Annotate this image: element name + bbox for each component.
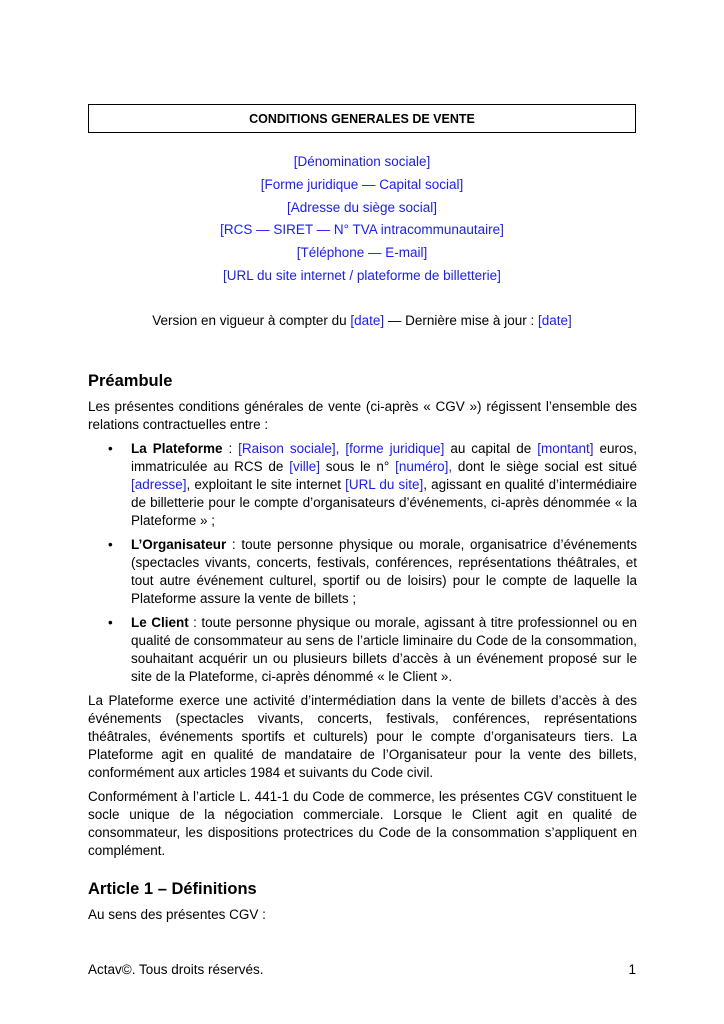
company-info-block [88, 151, 636, 288]
parties-list [88, 440, 637, 686]
text-segment: sous le n° [320, 459, 396, 474]
article-1-intro: Au sens des présentes CGV : [88, 907, 266, 922]
article-1-heading: Article 1 – Définitions [88, 880, 257, 898]
company-placeholder: [Raison sociale], [forme juridique] [238, 441, 445, 456]
term-client: Le Client [131, 615, 189, 630]
text-segment: : toute personne physique ou morale, organisatrice d’événements (spectacles vivants, concerts, festivals, conférences, représentations théâtrales, et tout autre événement culturel, sportif ou de loisirs) pour le compte de laquelle la Plateforme assure la vente de billets ; [131, 537, 637, 606]
amount-placeholder: [montant] [537, 441, 594, 456]
preamble-intro: Les présentes conditions générales de vente (ci-après « CGV ») régissent l’ensemble des relations contractuelles entre : [88, 399, 637, 432]
footer-copyright: Actav©. Tous droits réservés. [88, 962, 264, 977]
address-inline-placeholder: [adresse] [131, 477, 187, 492]
text-segment: euros, immatriculée au RCS de [131, 441, 637, 474]
site-url-placeholder: [URL du site] [345, 477, 424, 492]
number-placeholder: [numéro], [395, 459, 453, 474]
text-segment: : [222, 441, 239, 456]
term-plateforme: La Plateforme [131, 441, 223, 456]
list-item-organisateur [108, 536, 637, 608]
text-segment: dont le siège social est situé [452, 459, 637, 474]
list-item-plateforme [108, 440, 638, 530]
preamble-paragraph-1: La Plateforme exerce une activité d’intermédiation dans la vente de billets d’accès à des événements (spectacles vivants, concerts, festivals, conférences, représentations théâtrales, événements sportifs et culturels) pour le compte d’organisateurs tiers. La Plateforme agit en qualité de mandataire de l’Organisateur pour la vente des billets, conformément aux articles 1984 et suivants du Code civil. [88, 693, 637, 780]
text-segment: : toute personne physique ou morale, agissant à titre professionnel ou en qualité de consommateur au sens de l’article liminaire du Code de la consommation, souhaitant acquérir un ou plusieurs billets d’accès à un événement proposé sur le site de la Plateforme, ci-après dénommé « le Client ». [131, 615, 637, 684]
preamble-heading: Préambule [88, 372, 173, 390]
url-placeholder: [URL du site internet / plateforme de billetterie] [223, 267, 501, 283]
version-prefix: Version en vigueur à compter du [152, 313, 351, 328]
legal-form-placeholder: [Forme juridique — Capital social] [260, 176, 464, 192]
preamble-paragraph-2: Conformément à l’article L. 441-1 du Code de commerce, les présentes CGV constituent le socle unique de la négociation commerciale. Lorsque le Client agit en qualité de consommateur, les dispositions protectrices du Code de la consommation s’appliquent en complément. [88, 789, 637, 858]
contact-placeholder: [Téléphone — E-mail] [296, 245, 428, 261]
version-line [88, 312, 636, 330]
city-placeholder: [ville] [289, 459, 320, 474]
document-title: CONDITIONS GENERALES DE VENTE [88, 104, 636, 133]
text-segment: au capital de [444, 441, 538, 456]
bullet-icon: • [108, 537, 113, 552]
registration-placeholder: [RCS — SIRET — N° TVA intracommunautaire] [220, 222, 504, 238]
document-body [88, 370, 637, 930]
page-number: 1 [628, 962, 636, 977]
bullet-icon: • [108, 441, 113, 456]
version-middle: — Dernière mise à jour : [384, 313, 538, 328]
text-segment: , agissant en qualité d’intermédiaire de billetterie pour le compte d’organisateurs d’événements, ci-après dénommée « la Plateforme » ; [131, 477, 638, 528]
update-date-placeholder: [date] [537, 313, 572, 328]
term-organisateur: L’Organisateur [131, 537, 227, 552]
address-placeholder: [Adresse du siège social] [286, 199, 438, 215]
list-item-client [108, 614, 637, 686]
text-segment: , exploitant le site internet [186, 477, 346, 492]
company-name-placeholder: [Dénomination sociale] [293, 154, 431, 169]
version-date-placeholder: [date] [350, 313, 385, 328]
bullet-icon: • [108, 615, 113, 630]
